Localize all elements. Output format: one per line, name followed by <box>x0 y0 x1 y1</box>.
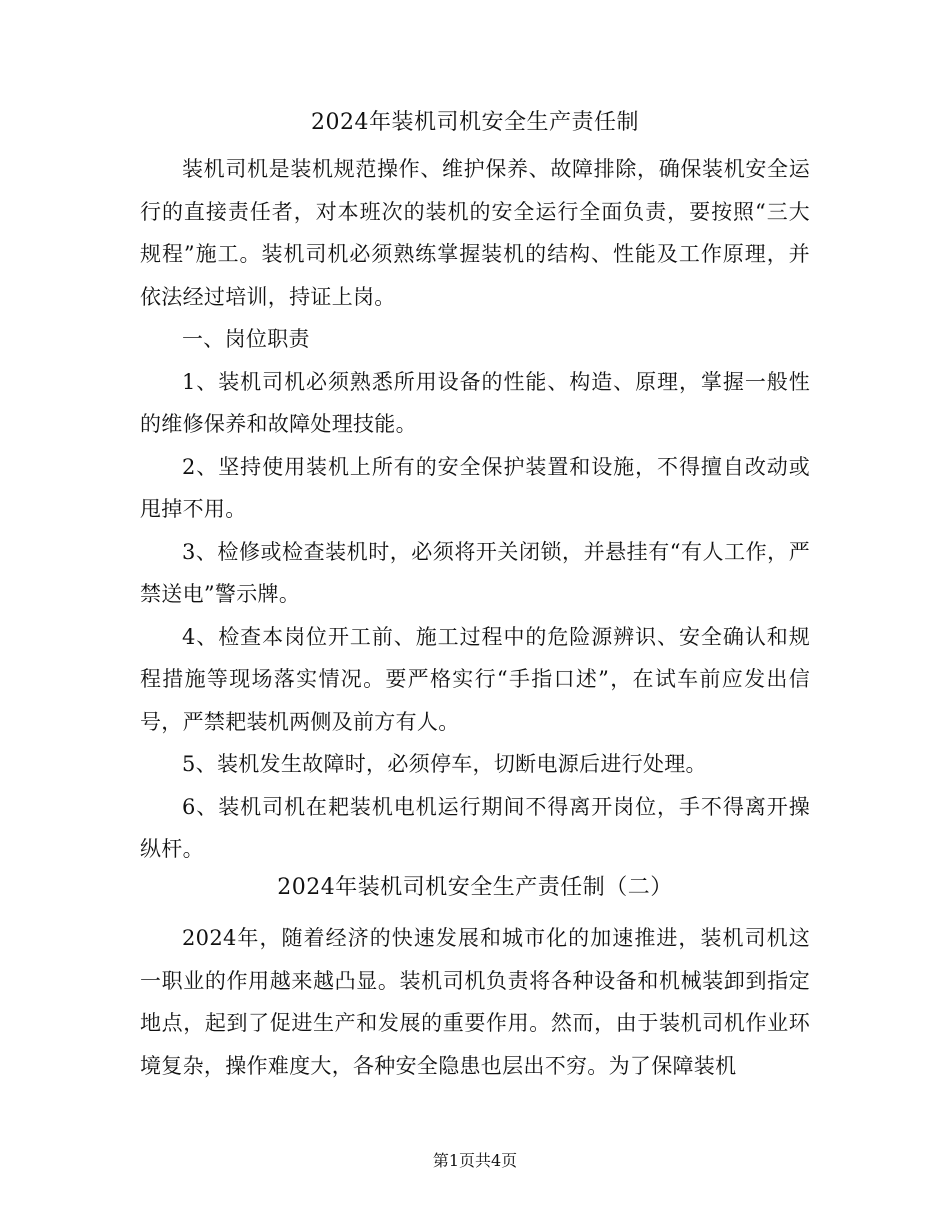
list-item: 4、检查本岗位开工前、施工过程中的危险源辨识、安全确认和规程措施等现场落实情况。要严格实行“手指口述”，在试车前应发出信号，严禁耙装机两侧及前方有人。 <box>140 624 810 734</box>
list-item: 5、装机发生故障时，必须停车，切断电源后进行处理。 <box>182 752 707 776</box>
section2-title: 2024年装机司机安全生产责任制（二） <box>277 875 673 900</box>
list-item: 3、检修或检查装机时，必须将开关闭锁，并悬挂有“有人工作，严禁送电”警示牌。 <box>140 539 810 606</box>
paragraph: 装机司机是装机规范操作、维护保养、故障排除，确保装机安全运行的直接责任者，对本班次的装机的安全运行全面负责，要按照“三大规程”施工。装机司机必须熟练掌握装机的结构、性能及工作原理，并依法经过培训，持证上岗。 <box>140 157 810 309</box>
list-item: 1、装机司机必须熟悉所用设备的性能、构造、原理，掌握一般性的维修保养和故障处理技能。 <box>140 369 810 436</box>
section-heading-duties: 一、岗位职责 <box>182 327 310 351</box>
list-item: 2、坚持使用装机上所有的安全保护装置和设施，不得擅自改动或甩掉不用。 <box>140 454 810 521</box>
page-number: 第1页共4页 <box>432 1151 518 1170</box>
document-title: 2024年装机司机安全生产责任制 <box>311 110 639 135</box>
list-item: 6、装机司机在耙装机电机运行期间不得离开岗位，手不得离开操纵杆。 <box>140 794 810 861</box>
section1-body <box>140 148 810 871</box>
paragraph: 2024年，随着经济的快速发展和城市化的加速推进，装机司机这一职业的作用越来越凸显。装机司机负责将各种设备和机械装卸到指定地点，起到了促进生产和发展的重要作用。然而，由于装机司机作业环境复杂，操作难度大，各种安全隐患也层出不穷。为了保障装机 <box>140 926 810 1078</box>
section2-body <box>140 917 810 1087</box>
